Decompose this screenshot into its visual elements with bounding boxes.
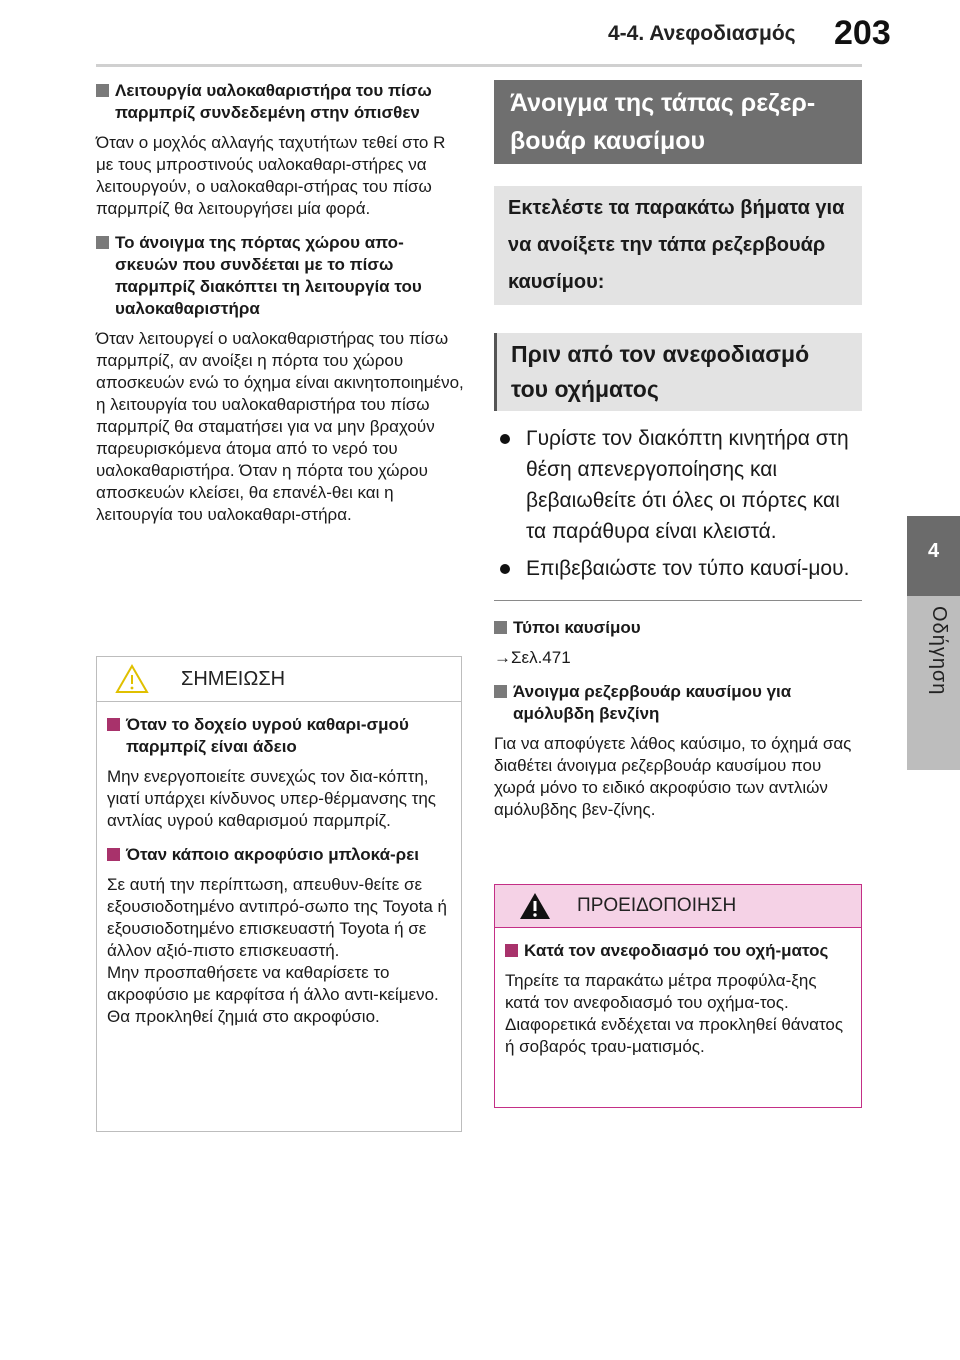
warning-triangle-icon — [519, 892, 551, 920]
chapter-tab-number: 4 — [927, 540, 940, 562]
page-number: 203 — [834, 14, 891, 52]
warning-text: Τηρείτε τα παρακάτω μέτρα προφύλα-ξης κατά τον ανεφοδιασμό του οχήμα-τος. Διαφορετικά ενδέχεται να προκληθεί θάνατος ή σοβαρός τραυ-ματισμός. — [505, 971, 844, 1056]
warning-header — [495, 885, 861, 928]
chapter-tab-label: Οδήγηση — [928, 606, 950, 696]
intro-box: Εκτελέστε τα παρακάτω βήματα για να ανοίξετε την τάπα ρεζερβουάρ καυσίμου: — [494, 186, 862, 305]
note-heading: Όταν κάποιο ακροφύσιο μπλοκά-ρει — [107, 844, 451, 866]
warning-box — [494, 884, 862, 1108]
note-heading: Όταν το δοχείο υγρού καθαρι-σμού παρμπρίζ είναι άδειο — [107, 714, 451, 758]
caution-triangle-icon — [115, 664, 149, 694]
section-text: Όταν ο μοχλός αλλαγής ταχυτήτων τεθεί στο R με τους μπροστινούς υαλοκαθαρι-στήρες να λειτουργούν, ο υαλοκαθαρι-στήρας του πίσω παρμπρίζ θα λειτουργήσει μία φορά. — [96, 133, 446, 218]
square-bullet-icon — [96, 236, 109, 249]
square-bullet-icon — [107, 848, 120, 861]
section-heading: Το άνοιγμα της πόρτας χώρου απο-σκευών που συνδέεται με το πίσω παρμπρίζ διακόπτει τη λειτουργία του υαλοκαθαριστήρα — [96, 232, 464, 320]
square-bullet-icon — [107, 718, 120, 731]
divider — [494, 600, 862, 601]
subsection-title: Πριν από τον ανεφοδιασμό του οχήματος — [494, 333, 862, 411]
left-column — [96, 80, 464, 538]
round-bullet-icon — [500, 564, 510, 574]
section-heading: Άνοιγμα ρεζερβουάρ καυσίμου για αμόλυβδη βενζίνη — [494, 681, 862, 725]
right-column — [494, 80, 862, 833]
section-heading: Τύποι καυσίμου — [494, 617, 862, 639]
round-bullet-icon — [500, 434, 510, 444]
square-bullet-icon — [505, 944, 518, 957]
square-bullet-icon — [494, 621, 507, 634]
note-text: Μην προσπαθήσετε να καθαρίσετε το ακροφύσιο με καρφίτσα ή άλλο αντι-κείμενο. Θα προκληθεί ζημιά στο ακροφύσιο. — [107, 963, 439, 1026]
header-divider — [96, 64, 862, 67]
section-heading: Λειτουργία υαλοκαθαριστήρα του πίσω παρμπρίζ συνδεδεμένη στην όπισθεν — [96, 80, 464, 124]
note-text: Μην ενεργοποιείτε συνεχώς τον δια-κόπτη, γιατί υπάρχει κίνδυνος υπερ-θέρμανσης της αντλίας υγρού καθαρισμού παρμπρίζ. — [107, 767, 437, 830]
list-item: Επιβεβαιώστε τον τύπο καυσί-μου. — [494, 553, 862, 584]
section-title: Άνοιγμα της τάπας ρεζερ-βουάρ καυσίμου — [494, 80, 862, 164]
section-text: Όταν λειτουργεί ο υαλοκαθαριστήρας του πίσω παρμπρίζ, αν ανοίξει η πόρτα του χώρου αποσκευών ενώ το όχημα είναι ακινητοποιημένο, η λειτουργία του υαλοκαθαριστήρα του πίσω παρμπρίζ θα σταματήσει για να μην βραχούν παρευρισκόμενα άτομα από το νερό του υαλοκαθαριστήρα. Όταν η πόρτα του χώρου αποσκευών κλείσει, θα επανέλ-θει και η λειτουργία του υαλοκαθαρι-στήρα. — [96, 329, 464, 524]
chapter-title: 4-4. Ανεφοδιασμός — [608, 22, 796, 45]
note-header — [97, 657, 461, 702]
note-text: Σε αυτή την περίπτωση, απευθυν-θείτε σε εξουσιοδοτημένο αντιπρό-σωπο της Toyota ή εξουσιοδοτημένο επισκευαστή Toyota ή σε άλλον αξιό-πιστο επισκευαστή. — [107, 875, 447, 960]
note-title: ΣΗΜΕΙΩΣΗ — [181, 667, 286, 690]
square-bullet-icon — [96, 84, 109, 97]
warning-heading: Κατά τον ανεφοδιασμό του οχή-ματος — [505, 940, 851, 962]
warning-title: ΠΡΟΕΙΔΟΠΟΙΗΣΗ — [577, 895, 737, 916]
page-reference: →Σελ.471 — [494, 648, 571, 667]
square-bullet-icon — [494, 685, 507, 698]
list-item: Γυρίστε τον διακόπτη κινητήρα στη θέση απενεργοποίησης και βεβαιωθείτε ότι όλες οι πόρτες και τα παράθυρα είναι κλειστά. — [494, 423, 862, 547]
note-box — [96, 656, 462, 1132]
section-text: Για να αποφύγετε λάθος καύσιμο, το όχημά σας διαθέτει άνοιγμα ρεζερβουάρ καυσίμου που χωρά μόνο το ειδικό ακροφύσιο των αντλιών αμόλυβδης βεν-ζίνης. — [494, 734, 852, 819]
